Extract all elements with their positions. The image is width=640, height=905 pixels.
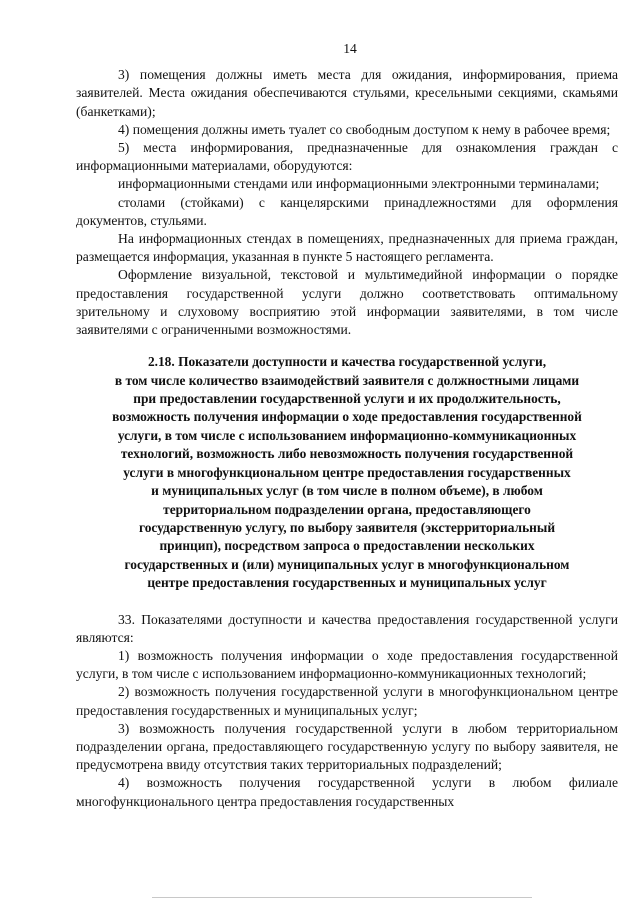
paragraph-indicator-2: 2) возможность получения государственной услуги в многофункциональном центре предоставления государственных и муниципальных услуг; [76,684,618,718]
heading-line: в том числе количество взаимодействий заявителя с должностными лицами [114,372,580,388]
section-gap [76,593,618,611]
page-number: 14 [343,41,357,56]
paragraph-indicator-3: 3) возможность получения государственной услуги в любом территориальном подразделении органа, предоставляющего государственную услугу по выбору заявителя, не предусмотрена ввиду отсутствия таких территориальных подразделений; [76,720,618,773]
paragraph-info-places: 5) места информирования, предназначенные для ознакомления граждан с информационными материалами, оборудуются: [76,140,618,174]
heading-line: возможность получения информации о ходе предоставления государственной [112,409,582,425]
paragraph-toilet: 4) помещения должны иметь туалет со свободным доступом к нему в рабочее время; [118,121,611,137]
heading-line: территориальном подразделении органа, предоставляющего [163,501,531,517]
heading-line: 2.18. Показатели доступности и качества государственной услуги, [147,354,547,370]
heading-line: технологий, возможность либо невозможность получения государственной [120,446,574,462]
heading-line: государственную услугу, по выбору заявителя (экстерриториальный [138,519,556,535]
heading-line: центре предоставления государственных и муниципальных услуг [147,575,547,591]
paragraph-indicators: 33. Показателями доступности и качества предоставления государственной услуги являются: [76,611,618,645]
heading-line: услуги, в том числе с использованием информационно-коммуникационных [117,427,577,443]
heading-line: и муниципальных услуг (в том числе в полном объеме), в любом [151,483,543,499]
paragraph-desks: столами (стойками) с канцелярскими принадлежностями для оформления документов, стульями. [76,194,618,228]
heading-line: государственных и (или) муниципальных услуг в многофункциональном [124,556,570,572]
heading-line: услуги в многофункциональном центре предоставления государственных [123,464,571,480]
paragraph-waiting-areas: 3) помещения должны иметь места для ожидания, информирования, приема заявителей. Места ожидания обеспечиваются стульями, кресельными секциями, скамьями (банкетками); [76,67,618,119]
section-heading [76,353,618,592]
paragraph-indicator-4: 4) возможность получения государственной услуги в любом филиале многофункционального центра предоставления государственных [76,775,618,809]
heading-line: принцип), посредством запроса о предоставлении нескольких [159,538,535,554]
paragraph-stand-info: На информационных стендах в помещениях, предназначенных для приема граждан, размещается информация, указанная в пункте 5 настоящего регламента. [76,231,618,265]
heading-line: при предоставлении государственной услуги и их продолжительность, [133,391,561,407]
page-bottom-edge [152,897,532,898]
paragraph-design: Оформление визуальной, текстовой и мультимедийной информации о порядке предоставления государственной услуги должно соответствовать оптимальному зрительному и слуховому восприятию этой информации заявителями, в том числе заявителями с ограниченными возможностями. [76,267,618,338]
document-page [76,40,618,811]
paragraph-info-stands: информационными стендами или информационными электронными терминалами; [118,176,600,192]
paragraph-indicator-1: 1) возможность получения информации о ходе предоставления государственной услуги, в том числе с использованием информационно-коммуникационных технологий; [76,647,618,682]
